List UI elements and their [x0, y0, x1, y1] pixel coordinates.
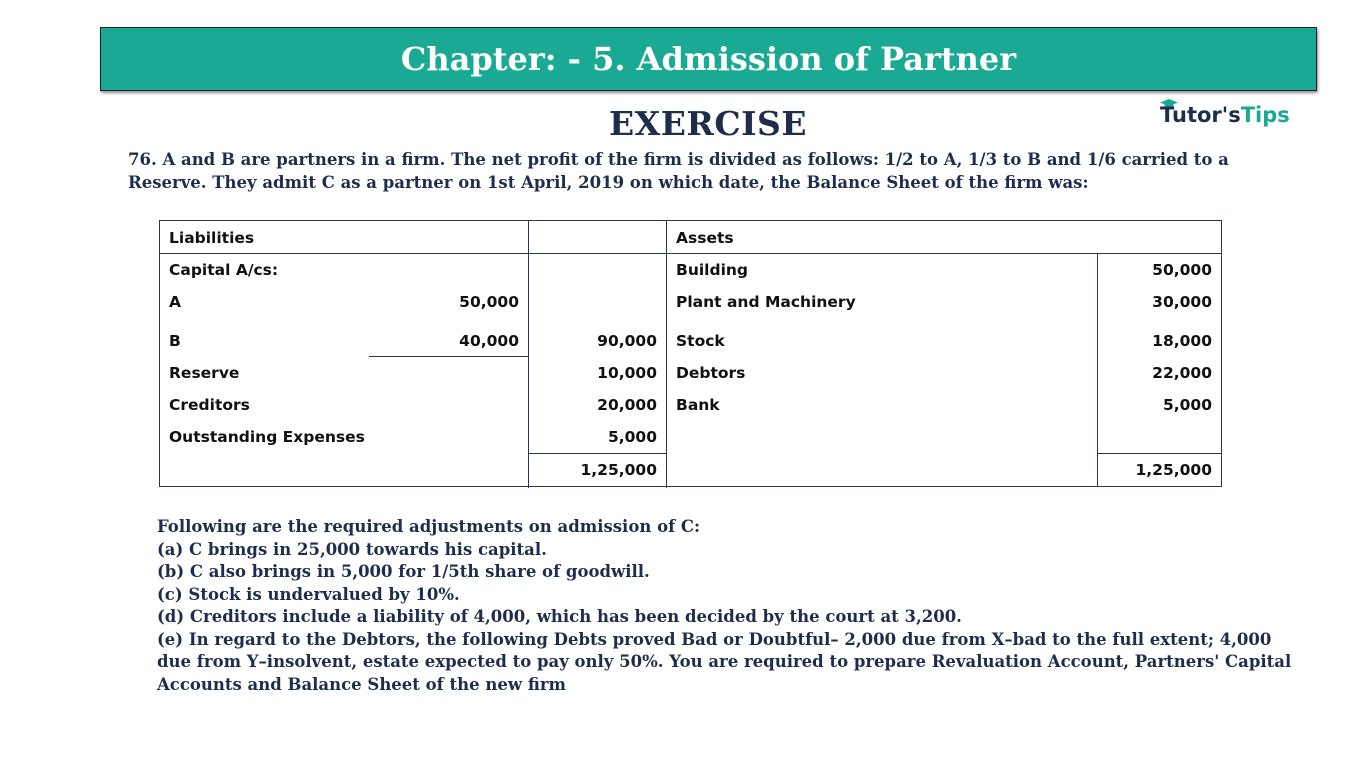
partner-a-amount: 50,000	[459, 293, 519, 311]
asset-label-building: Building	[676, 261, 749, 279]
partner-b-label: B	[169, 332, 181, 350]
adjustment-item: (e) In regard to the Debtors, the following Debts proved Bad or Doubtful– 2,000 due from X–bad to the full extent; 4,000 due from Y–insolvent, estate expected to pay only 50%. You are required to prepare Revaluation Account, Partners' Capital Accounts and Balance Sheet of the new firm	[157, 629, 1292, 694]
asset-label-plant: Plant and Machinery	[676, 293, 856, 311]
logo-part1: Tutor's	[1160, 103, 1241, 127]
assets-header: Assets	[676, 229, 734, 247]
assets-total: 1,25,000	[1135, 461, 1212, 479]
question-text: 76. A and B are partners in a firm. The net profit of the firm is divided as follows: 1/2 to A, 1/3 to B and 1/6 carried to a Reserve. They admit C as a partner on 1st April, 2019 on which date, the Balance Sheet of the firm was:	[128, 150, 1229, 192]
liabilities-header: Liabilities	[169, 229, 255, 247]
exercise-heading: EXERCISE	[608, 104, 808, 143]
capital-label: Capital A/cs:	[169, 261, 279, 279]
creditors-label: Creditors	[169, 396, 250, 414]
partner-a-label: A	[169, 293, 181, 311]
outstanding-expenses-label: Outstanding Expenses	[169, 428, 365, 446]
reserve-amount: 10,000	[597, 364, 657, 382]
total-rule	[1097, 453, 1222, 454]
asset-label-bank: Bank	[676, 396, 720, 414]
adjustment-item: (a) C brings in 25,000 towards his capital.	[157, 539, 547, 559]
subtotal-rule	[369, 356, 529, 357]
adjustments-intro: Following are the required adjustments on admission of C:	[157, 517, 701, 536]
asset-amount-bank: 5,000	[1162, 396, 1212, 414]
creditors-amount: 20,000	[597, 396, 657, 414]
asset-label-stock: Stock	[676, 332, 725, 350]
adjustment-item: (c) Stock is undervalued by 10%.	[157, 584, 460, 604]
chapter-title: Chapter: - 5. Admission of Partner	[400, 40, 1017, 78]
balance-sheet-table	[159, 220, 1222, 487]
asset-amount-building: 50,000	[1152, 261, 1212, 279]
reserve-label: Reserve	[169, 364, 240, 382]
outstanding-expenses-amount: 5,000	[607, 428, 657, 446]
adjustment-item: (d) Creditors include a liability of 4,000, which has been decided by the court at 3,200.	[157, 607, 962, 626]
partner-b-amount: 40,000	[459, 332, 519, 350]
chapter-banner	[100, 27, 1317, 91]
asset-amount-debtors: 22,000	[1152, 364, 1212, 382]
col-divider	[528, 221, 529, 488]
asset-amount-stock: 18,000	[1152, 332, 1212, 350]
asset-amount-plant: 30,000	[1152, 293, 1212, 311]
col-divider	[1097, 253, 1098, 487]
total-rule	[528, 453, 667, 454]
logo-part2: Tips	[1240, 103, 1290, 127]
header-rule	[160, 253, 1221, 254]
tutors-tips-logo	[1160, 103, 1290, 135]
liabilities-total: 1,25,000	[580, 461, 657, 479]
capital-total: 90,000	[597, 332, 657, 350]
adjustments-block	[157, 516, 1297, 696]
asset-label-debtors: Debtors	[676, 364, 746, 382]
col-divider	[666, 221, 667, 488]
adjustment-item: (b) C also brings in 5,000 for 1/5th share of goodwill.	[157, 562, 650, 581]
logo-text	[1160, 103, 1290, 127]
